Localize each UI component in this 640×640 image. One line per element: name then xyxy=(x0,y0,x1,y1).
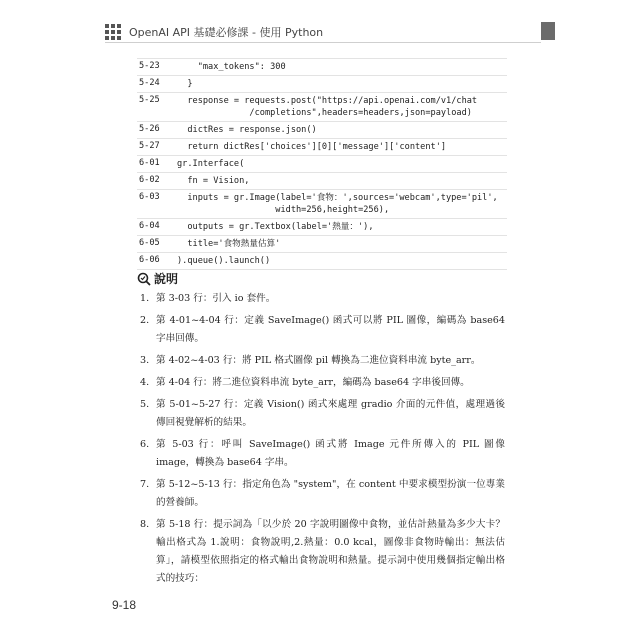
line-number: 6-05 xyxy=(139,238,160,248)
line-number: 5-27 xyxy=(139,141,160,151)
page-header xyxy=(0,0,640,40)
code-text: fn = Vision, xyxy=(177,176,250,186)
list-item xyxy=(140,516,505,588)
code-line xyxy=(137,173,507,190)
code-block-1 xyxy=(137,58,507,156)
item-number: 1. xyxy=(140,293,150,304)
line-number: 5-26 xyxy=(139,124,160,134)
item-number: 2. xyxy=(140,315,150,326)
code-line xyxy=(137,219,507,236)
code-line xyxy=(137,155,507,173)
section-heading xyxy=(137,270,178,287)
item-text: 第 4-04 行：將二進位資料串流 byte_arr，編碼為 base64 字串後回傳。 xyxy=(156,377,470,388)
code-line xyxy=(137,76,507,93)
code-block-2 xyxy=(137,155,507,270)
list-item xyxy=(140,352,505,370)
item-number: 7. xyxy=(140,479,150,490)
list-item xyxy=(140,476,505,512)
list-item xyxy=(140,374,505,392)
header-divider xyxy=(105,42,541,43)
item-text: 第 5-03 行：呼叫 SaveImage() 函式將 Image 元件所傳入的 PIL 圖像 image，轉換為 base64 字串。 xyxy=(156,439,505,468)
grid-logo-icon xyxy=(105,24,121,40)
code-line xyxy=(137,122,507,139)
code-line xyxy=(137,253,507,270)
item-number: 3. xyxy=(140,355,150,366)
code-line xyxy=(137,58,507,76)
item-text: 第 4-02~4-03 行：將 PIL 格式圖像 pil 轉換為二進位資料串流 byte_arr。 xyxy=(156,355,481,366)
list-item xyxy=(140,312,505,348)
code-text: title='食物熱量估算' xyxy=(177,239,281,249)
item-text: 第 5-01~5-27 行：定義 Vision() 函式來處理 gradio 介面的元件值，處理過後傳回視覺解析的結果。 xyxy=(156,399,505,428)
section-title: 說明 xyxy=(154,272,179,286)
item-number: 4. xyxy=(140,377,150,388)
item-number: 6. xyxy=(140,439,150,450)
line-number: 5-23 xyxy=(139,61,160,71)
list-item xyxy=(140,290,505,308)
magnifier-icon xyxy=(137,272,151,286)
code-line xyxy=(137,236,507,253)
code-text: gr.Interface( xyxy=(177,159,245,169)
code-text: return dictRes['choices'][0]['message']['content'] xyxy=(177,142,447,152)
line-number: 6-01 xyxy=(139,158,160,168)
line-number: 5-25 xyxy=(139,95,160,105)
item-text: 第 3-03 行：引入 io 套件。 xyxy=(156,293,276,304)
list-item xyxy=(140,436,505,472)
code-text: inputs = gr.Image(label='食物：',sources='webcam',type='pil', width=256,height=256), xyxy=(187,193,498,215)
page-number: 9-18 xyxy=(112,598,137,612)
item-text: 第 5-18 行：提示詞為「以少於 20 字說明圖像中食物，並估計熱量為多少大卡？輸出格式為 1.說明：食物說明,2.熱量：0.0 kcal，圖像非食物時輸出：無法估算」，請模型依照指定的格式輸出食物說明和熱量。提示詞中使用幾個指定輸出格式的技巧： xyxy=(156,519,505,584)
line-number: 5-24 xyxy=(139,78,160,88)
line-number: 6-02 xyxy=(139,175,160,185)
code-text: ).queue().launch() xyxy=(177,256,271,266)
code-line xyxy=(137,190,507,219)
book-title: OpenAI API 基礎必修課 - 使用 Python xyxy=(129,26,324,39)
code-text: "max_tokens": 300 xyxy=(177,62,286,72)
code-text: dictRes = response.json() xyxy=(177,125,317,135)
line-number: 6-06 xyxy=(139,255,160,265)
item-text: 第 4-01~4-04 行：定義 SaveImage() 函式可以將 PIL 圖像，編碼為 base64 字串回傳。 xyxy=(156,315,505,344)
code-text: } xyxy=(177,79,193,89)
item-text: 第 5-12~5-13 行：指定角色為 "system"，在 content 中要求模型扮演一位專業的營養師。 xyxy=(156,479,505,508)
code-line xyxy=(137,139,507,156)
line-number: 6-03 xyxy=(139,192,160,202)
code-text: response = requests.post("https://api.openai.com/v1/chat /completions",headers=headers,json=payload) xyxy=(187,96,478,118)
line-number: 6-04 xyxy=(139,221,160,231)
item-number: 8. xyxy=(140,519,150,530)
code-line xyxy=(137,93,507,122)
explanation-list xyxy=(140,290,505,592)
chapter-tab-marker xyxy=(541,22,555,40)
list-item xyxy=(140,396,505,432)
code-text: outputs = gr.Textbox(label='熱量：'), xyxy=(177,222,374,232)
item-number: 5. xyxy=(140,399,150,410)
